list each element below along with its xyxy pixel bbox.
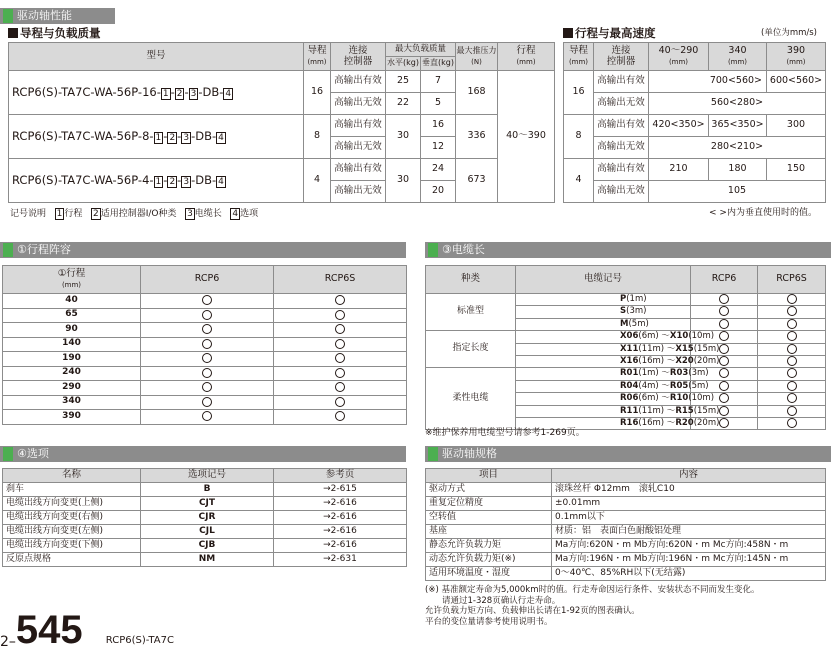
h-push: 最大推压力 (N) — [456, 43, 498, 71]
h-rcp6s: RCP6S — [758, 266, 826, 294]
table-row — [426, 539, 826, 553]
option-code: CJB — [141, 539, 274, 553]
section-title: ④选项 — [17, 447, 49, 460]
rcp6s-cell — [274, 308, 407, 323]
rcp6s-cell — [274, 337, 407, 352]
rcp6s-cell — [758, 331, 826, 343]
table-row — [426, 567, 826, 581]
stroke-cell: 390 — [3, 410, 141, 425]
page-dash: – — [8, 634, 16, 650]
model-8: RCP6(S)-TA7C-WA-56P-8- 1 - 2 - 3 -DB- 4 — [9, 115, 304, 159]
stroke-cell: 140 — [3, 337, 141, 352]
horiz-value: 25 — [386, 71, 421, 93]
speed-value: 180 — [709, 159, 767, 181]
spec-note: 平台的变位量请参考使用说明书。 — [425, 616, 553, 627]
circle-mark-icon — [719, 406, 729, 416]
rcp6s-cell — [274, 323, 407, 338]
option-code: CJL — [141, 525, 274, 539]
stroke-cell: 340 — [3, 395, 141, 410]
option-name: 电缆出线方向变更(下侧) — [3, 539, 141, 553]
cable-code: R06(6m) ～R10(10m) — [516, 393, 691, 405]
circle-mark-icon — [719, 331, 729, 341]
h-max-load: 最大负载质量 — [386, 43, 456, 57]
h-stroke-2: 340 (mm) — [709, 43, 767, 71]
ctrl-no: 高输出无效 — [331, 137, 386, 159]
rcp6s-cell — [758, 343, 826, 355]
table-row — [426, 368, 826, 380]
circle-mark-icon — [202, 339, 212, 349]
lead-load-heading: 导程与负载质量 — [8, 26, 101, 40]
circle-mark-icon — [335, 353, 345, 363]
push-value: 336 — [456, 115, 498, 159]
cable-table — [425, 265, 826, 430]
h-vertical: 垂直(kg) — [421, 57, 456, 71]
option-code: CJT — [141, 497, 274, 511]
h-ref-page: 参考页 — [274, 469, 407, 483]
h-rcp6: RCP6 — [141, 266, 274, 294]
speed-value: 105 — [649, 181, 826, 203]
vert-value: 5 — [421, 93, 456, 115]
cable-type: 标准型 — [426, 294, 516, 331]
h-type: 种类 — [426, 266, 516, 294]
option-ref-page: →2-615 — [274, 483, 407, 497]
rcp6-cell — [141, 410, 274, 425]
option-ref-page: →2-616 — [274, 497, 407, 511]
speed-value: 420<350> — [649, 115, 709, 137]
rcp6-cell — [141, 337, 274, 352]
section-title: ③电缆长 — [442, 243, 485, 256]
speed-note: < >内为垂直使用时的值。 — [709, 208, 817, 218]
rcp6-cell — [141, 366, 274, 381]
spec-content: 0.1mm以下 — [552, 511, 826, 525]
speed-value: 150 — [767, 159, 826, 181]
circle-mark-icon — [787, 344, 797, 354]
vert-value: 7 — [421, 71, 456, 93]
h-controller: 连接 控制器 — [331, 43, 386, 71]
vert-value: 20 — [421, 181, 456, 203]
table-row — [3, 337, 407, 352]
table-row — [3, 395, 407, 410]
ctrl-hi: 高输出有效 — [331, 115, 386, 137]
circle-mark-icon — [719, 356, 729, 366]
section-title: ①行程阵容 — [17, 243, 71, 256]
table-row — [426, 483, 826, 497]
rcp6-cell — [141, 352, 274, 367]
rcp6s-cell — [758, 380, 826, 392]
circle-mark-icon — [202, 295, 212, 305]
rcp6-cell — [141, 323, 274, 338]
horiz-value: 22 — [386, 93, 421, 115]
rcp6s-cell — [758, 393, 826, 405]
rcp6s-cell — [758, 355, 826, 367]
spec-table — [425, 468, 826, 581]
circle-mark-icon — [202, 411, 212, 421]
ctrl-no: 高输出无效 — [594, 93, 649, 115]
ctrl-hi: 高输出有效 — [594, 159, 649, 181]
cable-code: X06(6m) ～X10(10m) — [516, 331, 691, 343]
footer-model: RCP6(S)-TA7C — [105, 635, 174, 646]
spec-note: 请通过1-328页确认行走寿命。 — [425, 595, 561, 606]
stroke-cell: 190 — [3, 352, 141, 367]
table-row — [3, 525, 407, 539]
h-horizontal: 水平(kg) — [386, 57, 421, 71]
speed-value: 560<280> — [649, 93, 826, 115]
option-table — [2, 468, 407, 567]
circle-mark-icon — [719, 294, 729, 304]
option-name: 刹车 — [3, 483, 141, 497]
rcp6-cell — [141, 381, 274, 396]
circle-mark-icon — [335, 295, 345, 305]
h-rcp6s: RCP6S — [274, 266, 407, 294]
circle-mark-icon — [335, 397, 345, 407]
circle-mark-icon — [787, 331, 797, 341]
circle-mark-icon — [202, 324, 212, 334]
spec-item: 空转值 — [426, 511, 552, 525]
rcp6s-cell — [274, 366, 407, 381]
h-item: 项目 — [426, 469, 552, 483]
legend: 记号说明 1 行程 2 适用控制器I/O种类 3 电缆长 4 选项 — [10, 209, 259, 219]
spec-item: 静态允许负载力矩 — [426, 539, 552, 553]
circle-mark-icon — [719, 393, 729, 403]
option-code: B — [141, 483, 274, 497]
cable-code: R04(4m) ～R05(5m) — [516, 380, 691, 392]
lead-8: 8 — [304, 115, 331, 159]
table-row — [426, 497, 826, 511]
h-lead: 导程 (mm) — [304, 43, 331, 71]
h-stroke: ①行程 (mm) — [3, 266, 141, 294]
circle-mark-icon — [787, 406, 797, 416]
stroke-cell: 90 — [3, 323, 141, 338]
ctrl-hi: 高输出有效 — [331, 71, 386, 93]
cable-code: X16(16m) ～X20(20m) — [516, 355, 691, 367]
lead-4: 4 — [564, 159, 594, 203]
spec-notes — [425, 585, 760, 627]
table-row — [3, 381, 407, 396]
circle-mark-icon — [202, 368, 212, 378]
spec-item: 动态允许负载力矩(※) — [426, 553, 552, 567]
circle-mark-icon — [719, 306, 729, 316]
table-row — [426, 294, 826, 306]
rcp6s-cell — [274, 294, 407, 309]
push-value: 673 — [456, 159, 498, 203]
section-option — [0, 446, 406, 462]
page-number: 545 — [15, 608, 83, 652]
spec-item: 基座 — [426, 525, 552, 539]
rcp6-cell — [691, 306, 758, 318]
table-row — [3, 366, 407, 381]
stroke-cell: 65 — [3, 308, 141, 323]
cable-code: M(5m) — [516, 318, 691, 330]
circle-mark-icon — [202, 397, 212, 407]
rcp6s-cell — [758, 405, 826, 417]
option-ref-page: →2-616 — [274, 539, 407, 553]
h-option-code: 选项记号 — [141, 469, 274, 483]
cable-code: S(3m) — [516, 306, 691, 318]
h-name: 名称 — [3, 469, 141, 483]
table-row — [426, 511, 826, 525]
lead-4: 4 — [304, 159, 331, 203]
horiz-value: 30 — [386, 159, 421, 203]
circle-mark-icon — [335, 339, 345, 349]
cable-type: 指定长度 — [426, 331, 516, 368]
rcp6s-cell — [758, 318, 826, 330]
spec-content: 滚珠丝杆 Φ12mm 滚轧C10 — [552, 483, 826, 497]
ctrl-no: 高输出无效 — [331, 181, 386, 203]
spec-content: ±0.01mm — [552, 497, 826, 511]
table-row — [426, 553, 826, 567]
speed-value: 600<560> — [767, 71, 826, 93]
circle-mark-icon — [719, 368, 729, 378]
rcp6s-cell — [758, 368, 826, 380]
circle-mark-icon — [787, 306, 797, 316]
cable-code: R11(11m) ～R15(15m) — [516, 405, 691, 417]
speed-value: 365<350> — [709, 115, 767, 137]
stroke-speed-heading: 行程与最高速度 — [563, 26, 656, 40]
lead-16: 16 — [304, 71, 331, 115]
table-row — [426, 525, 826, 539]
ctrl-no: 高输出无效 — [594, 137, 649, 159]
vert-value: 24 — [421, 159, 456, 181]
circle-mark-icon — [787, 319, 797, 329]
h-stroke: 行程 (mm) — [498, 43, 555, 71]
ctrl-no: 高输出无效 — [331, 93, 386, 115]
spec-content: 材质：铝 表面白色耐酸铝处理 — [552, 525, 826, 539]
speed-value: 280<210> — [649, 137, 826, 159]
cable-code: P(1m) — [516, 294, 691, 306]
spec-content: Ma方向:620N・m Mb方向:620N・m Mc方向:458N・m — [552, 539, 826, 553]
page-prefix: 2 — [0, 634, 9, 650]
cable-type: 柔性电缆 — [426, 368, 516, 430]
rcp6s-cell — [274, 352, 407, 367]
stroke-cell: 290 — [3, 381, 141, 396]
section-axis-spec — [425, 446, 831, 462]
circle-mark-icon — [202, 310, 212, 320]
spec-item: 适用环境温度・湿度 — [426, 567, 552, 581]
speed-value: 700<560> — [649, 71, 767, 93]
option-ref-page: →2-616 — [274, 525, 407, 539]
circle-mark-icon — [719, 418, 729, 428]
spec-content: Ma方向:196N・m Mb方向:196N・m Mc方向:145N・m — [552, 553, 826, 567]
lead-16: 16 — [564, 71, 594, 115]
cable-code: R01(1m) ～R03(3m) — [516, 368, 691, 380]
h-lead: 导程 (mm) — [564, 43, 594, 71]
table-row — [3, 308, 407, 323]
footer — [0, 610, 174, 654]
table-row — [426, 331, 826, 343]
circle-mark-icon — [335, 411, 345, 421]
table-row — [3, 553, 407, 567]
spec-note: (※) 基准额定寿命为5,000km时的值。行走寿命因运行条件、安装状态不同而发生变化。 — [425, 585, 760, 595]
horiz-value: 30 — [386, 115, 421, 159]
table-row — [3, 294, 407, 309]
rcp6s-cell — [274, 395, 407, 410]
stroke-table — [2, 265, 407, 425]
circle-mark-icon — [335, 382, 345, 392]
circle-mark-icon — [787, 381, 797, 391]
rcp6-cell — [141, 308, 274, 323]
table-row — [3, 539, 407, 553]
ctrl-hi: 高输出有效 — [594, 115, 649, 137]
option-name: 反原点规格 — [3, 553, 141, 567]
section-drive-performance — [0, 8, 115, 24]
speed-value: 210 — [649, 159, 709, 181]
cable-code: R16(16m) ～R20(20m) — [516, 417, 691, 429]
rcp6-cell — [141, 294, 274, 309]
rcp6s-cell — [274, 410, 407, 425]
h-stroke-1: 40～290 (mm) — [649, 43, 709, 71]
h-model: 型号 — [9, 43, 304, 71]
stroke-speed-table — [563, 42, 826, 203]
section-stroke — [0, 242, 406, 258]
model-4: RCP6(S)-TA7C-WA-56P-4- 1 - 2 - 3 -DB- 4 — [9, 159, 304, 203]
circle-mark-icon — [335, 324, 345, 334]
circle-mark-icon — [719, 381, 729, 391]
model-16: RCP6(S)-TA7C-WA-56P-16- 1 - 2 - 3 -DB- 4 — [9, 71, 304, 115]
table-row — [3, 483, 407, 497]
option-code: NM — [141, 553, 274, 567]
cable-code: X11(11m) ～X15(15m) — [516, 343, 691, 355]
rcp6s-cell — [758, 306, 826, 318]
rcp6s-cell — [758, 417, 826, 429]
ctrl-hi: 高输出有效 — [594, 71, 649, 93]
push-value: 168 — [456, 71, 498, 115]
spec-content: 0～40℃、85%RH以下(无结露) — [552, 567, 826, 581]
stroke-cell: 240 — [3, 366, 141, 381]
rcp6s-cell — [758, 294, 826, 306]
spec-item: 驱动方式 — [426, 483, 552, 497]
spec-item: 重复定位精度 — [426, 497, 552, 511]
section-title: 驱动轴性能 — [17, 9, 72, 22]
circle-mark-icon — [787, 418, 797, 428]
table-row — [3, 323, 407, 338]
circle-mark-icon — [787, 294, 797, 304]
circle-mark-icon — [335, 310, 345, 320]
vert-value: 16 — [421, 115, 456, 137]
rcp6-cell — [141, 395, 274, 410]
option-ref-page: →2-616 — [274, 511, 407, 525]
option-name: 电缆出线方向变更(左侧) — [3, 525, 141, 539]
rcp6-cell — [691, 294, 758, 306]
vert-value: 12 — [421, 137, 456, 159]
stroke-cell: 40 — [3, 294, 141, 309]
h-cable-code: 电缆记号 — [516, 266, 691, 294]
h-rcp6: RCP6 — [691, 266, 758, 294]
table-row — [3, 511, 407, 525]
spec-note: 允许负载力矩方向、负载伸出长请在1-92页的图表确认。 — [425, 606, 640, 616]
circle-mark-icon — [719, 319, 729, 329]
h-content: 内容 — [552, 469, 826, 483]
speed-unit: (单位为mm/s) — [761, 28, 817, 38]
circle-mark-icon — [202, 382, 212, 392]
circle-mark-icon — [787, 368, 797, 378]
section-cable — [425, 242, 831, 258]
table-row — [3, 352, 407, 367]
rcp6s-cell — [274, 381, 407, 396]
circle-mark-icon — [202, 353, 212, 363]
table-row — [3, 497, 407, 511]
lead-load-table — [8, 42, 555, 203]
h-stroke-3: 390 (mm) — [767, 43, 826, 71]
cable-note: ※维护保养用电缆型号请参考1-269页。 — [425, 428, 585, 438]
option-code: CJR — [141, 511, 274, 525]
option-name: 电缆出线方向变更(上侧) — [3, 497, 141, 511]
speed-value: 300 — [767, 115, 826, 137]
circle-mark-icon — [787, 356, 797, 366]
circle-mark-icon — [335, 368, 345, 378]
stroke-value: 40～390 — [498, 71, 555, 203]
option-ref-page: →2-631 — [274, 553, 407, 567]
circle-mark-icon — [719, 344, 729, 354]
ctrl-no: 高输出无效 — [594, 181, 649, 203]
option-name: 电缆出线方向变更(右侧) — [3, 511, 141, 525]
circle-mark-icon — [787, 393, 797, 403]
rcp6-cell — [691, 318, 758, 330]
table-row — [3, 410, 407, 425]
h-controller: 连接 控制器 — [594, 43, 649, 71]
lead-8: 8 — [564, 115, 594, 159]
ctrl-hi: 高输出有效 — [331, 159, 386, 181]
section-title: 驱动轴规格 — [442, 447, 497, 460]
